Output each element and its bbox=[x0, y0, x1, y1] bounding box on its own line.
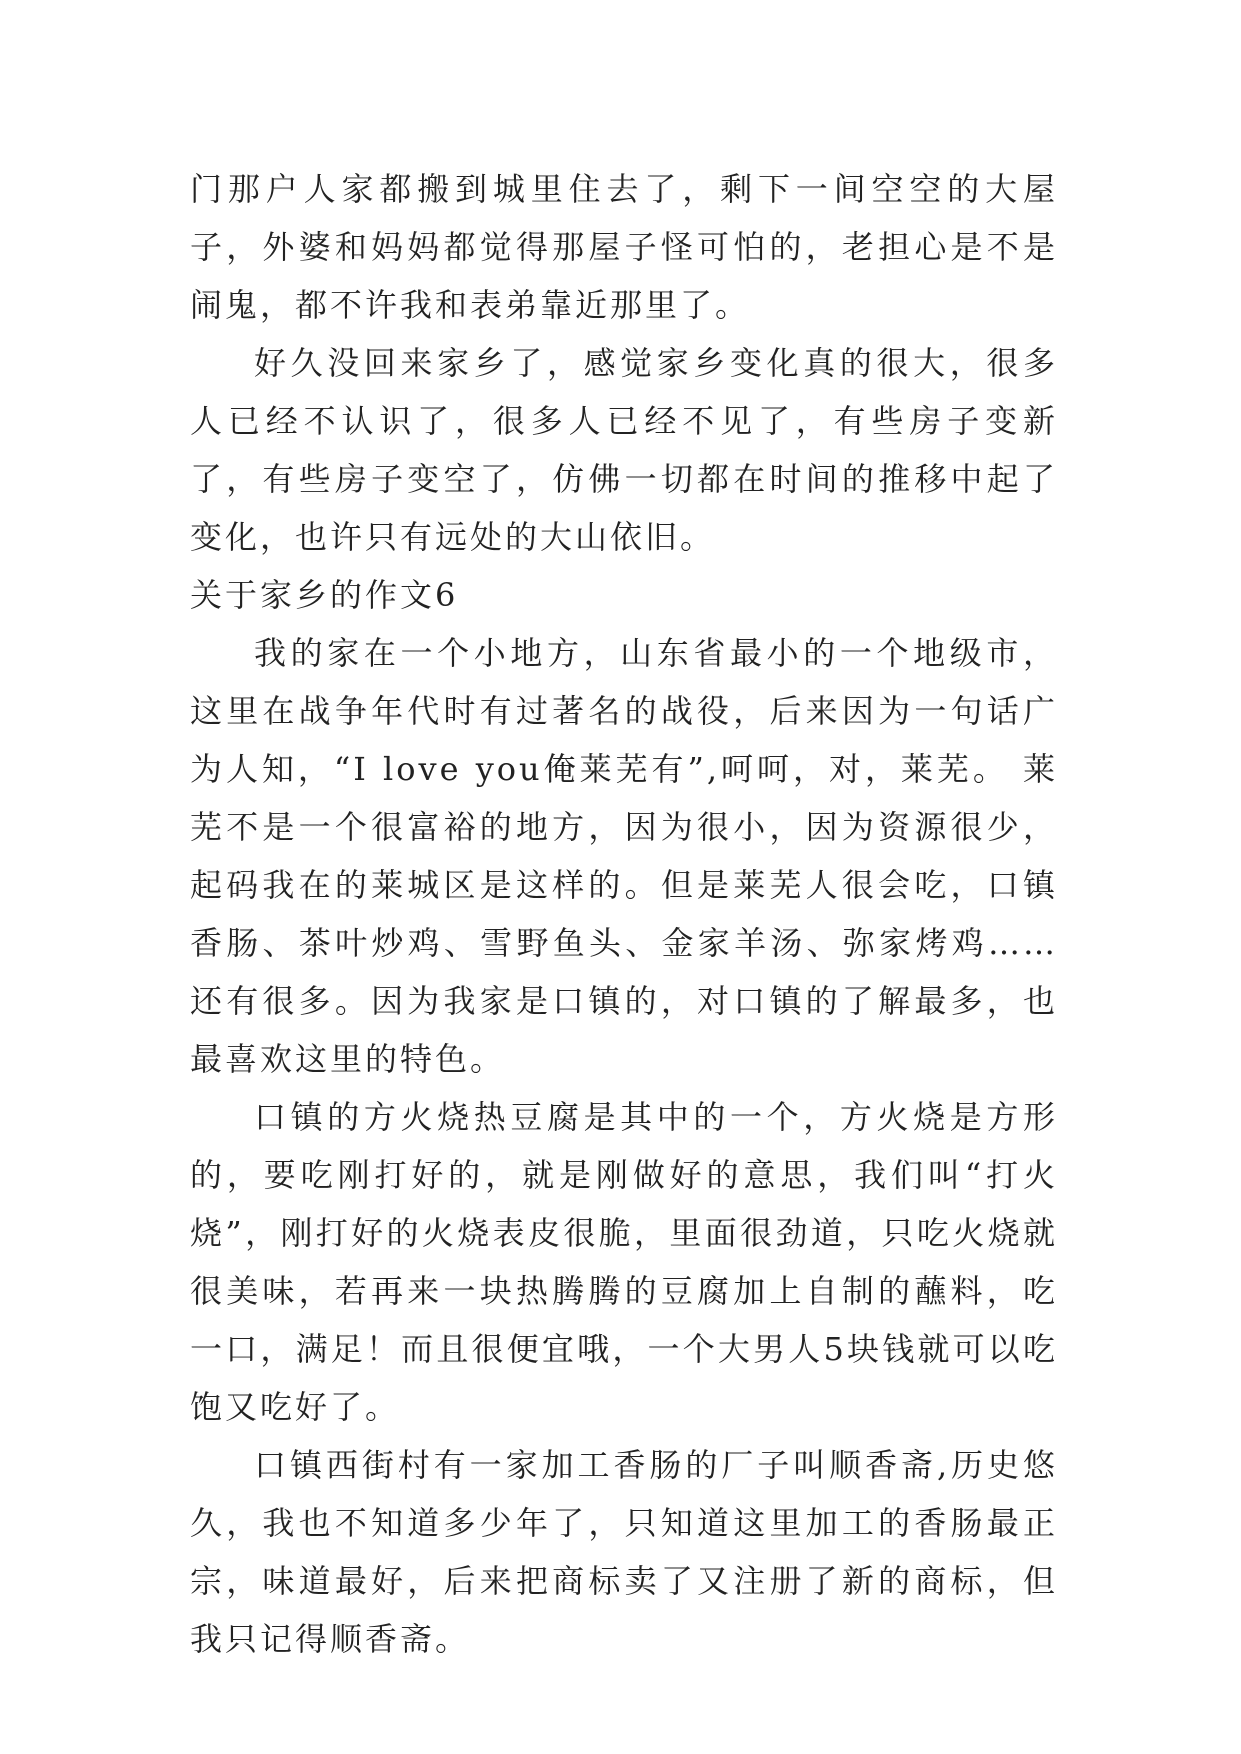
paragraph-hometown-change: 好久没回来家乡了，感觉家乡变化真的很大，很多人已经不认识了，很多人已经不见了，有些房子变新了，有些房子变空了，仿佛一切都在时间的推移中起了变化，也许只有远处的大山依旧。 bbox=[190, 344, 1058, 556]
paragraph-continued: 门那户人家都搬到城里住去了，剩下一间空空的大屋子，外婆和妈妈都觉得那屋子怪可怕的，老担心是不是闹鬼，都不许我和表弟靠近那里了。 bbox=[190, 170, 1058, 324]
paragraph-huoshao-tofu: 口镇的方火烧热豆腐是其中的一个，方火烧是方形的，要吃刚打好的，就是刚做好的意思，我们叫“打火烧”，刚打好的火烧表皮很脆，里面很劲道，只吃火烧就很美味，若再来一块热腾腾的豆腐加上自制的蘸料，吃一口，满足！而且很便宜哦，一个大男人5块钱就可以吃饱又吃好了。 bbox=[190, 1098, 1058, 1426]
document-body bbox=[190, 160, 1058, 1668]
paragraph-shunxiangzhai: 口镇西街村有一家加工香肠的厂子叫顺香斋,历史悠久，我也不知道多少年了，只知道这里加工的香肠最正宗，味道最好，后来把商标卖了又注册了新的商标，但我只记得顺香斋。 bbox=[190, 1446, 1058, 1658]
section-title: 关于家乡的作文6 bbox=[190, 576, 459, 614]
paragraph-laiwu-intro: 我的家在一个小地方，山东省最小的一个地级市，这里在战争年代时有过著名的战役，后来因为一句话广为人知，“I love you俺莱芜有”,呵呵，对，莱芜。 莱芜不是一个很富裕的地方，因为很小，因为资源很少，起码我在的莱城区是这样的。但是莱芜人很会吃，口镇香肠、茶叶炒鸡、雪野鱼头、金家羊汤、弥家烤鸡……还有很多。因为我家是口镇的，对口镇的了解最多，也最喜欢这里的特色。 bbox=[190, 634, 1058, 1078]
